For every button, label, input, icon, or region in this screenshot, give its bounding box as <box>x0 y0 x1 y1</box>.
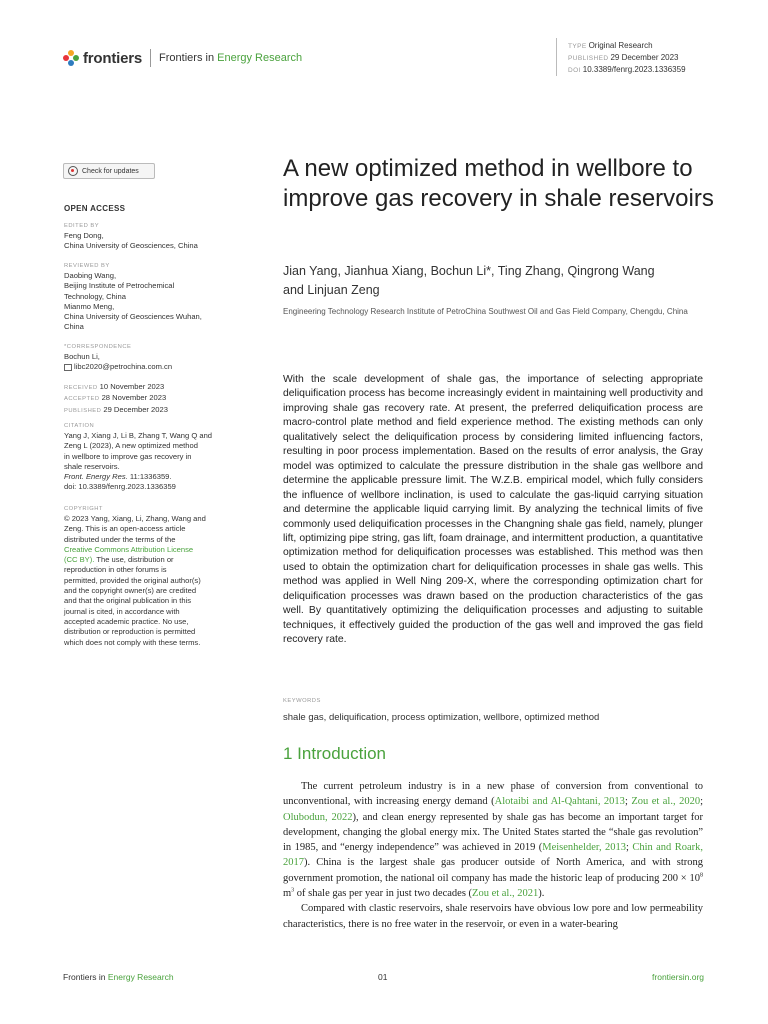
frontiers-logo[interactable] <box>63 49 302 67</box>
license-link[interactable]: Creative Commons Attribution License <box>64 544 194 554</box>
keywords: shale gas, deliquification, process optimization, wellbore, optimized method <box>283 712 600 723</box>
citation-link[interactable]: Meisenhelder, 2013 <box>542 842 626 854</box>
footer-site-link[interactable]: frontiersin.org <box>652 972 704 982</box>
edited-by: EDITED BY Feng Dong, China University of Geosciences, China <box>64 223 198 251</box>
article-meta: TYPE Original Research PUBLISHED 29 December 2023 DOI 10.3389/fenrg.2023.1336359 <box>568 41 686 74</box>
keywords-label: KEYWORDS <box>283 698 321 704</box>
meta-divider <box>556 38 557 76</box>
paragraph-2: Compared with clastic reservoirs, shale reservoirs have obvious low pore and low permeability characteristics, there is no free water in the reservoir, or even in a water-bearing <box>283 903 703 930</box>
citation: CITATION Yang J, Xiang J, Li B, Zhang T, Wang Q and Zeng L (2023), A new optimized method in wellbore to improve gas recovery in shale reservoirs. Front. Energy Res. 11:1336359. doi: 10.3389/fenrg.2023.1336359 <box>64 423 213 492</box>
brand-name: frontiers <box>83 49 143 67</box>
abstract: With the scale development of shale gas, the importance of selecting appropriate deliquification process has become increasingly evident in maintaining well productivity and improving shale gas recovery rate. At present, the preferred deliquification process are macro-control plate method and field experience method. The existing methods can only qualitatively select the deliquification process by considering limited influencing factors, resulting in poor process implementation. Based on the results of error analysis, the Gray model was optimized to calculate the pressure distribution in the shale gas wellbore and determine the applicable pressure limit. The W.Z.B. empirical model, which fully considers the influence of wellbore inclination, is used to calculate the gas-liquid carrying situation and determine the applicable liquid carrying limit. By analyzing the technical limits of five commonly used deliquification processes in the Changning shale gas field, namely, plunger lift, optimizing pipe string, gas lift, foam drainage, and intermittent production, a quantitative optimization method for deliquification processes was established. This method was then used to obtain the optimization chart for deliquification processes in shale gas wells. This method was applied in Well Ning 209-X, where the corresponding optimization chart for deliquification processes was drawn based on the production characteristics of the gas well. By quantitatively optimizing the deliquification processes and adjusting to suitable techniques, it effectively guided the production of the gas well and improved the gas field recovery rate. <box>283 374 703 646</box>
frontiers-logo-icon <box>63 50 79 66</box>
crossmark-icon <box>68 166 78 176</box>
journal-name[interactable]: Frontiers in Energy Research <box>159 52 303 64</box>
footer-journal[interactable]: Frontiers in Energy Research <box>63 972 174 982</box>
page-number: 01 <box>378 972 388 982</box>
section-heading: 1 Introduction <box>283 744 387 763</box>
paragraph-1: The current petroleum industry is in a new phase of conversion from conventional to unconventional, with increasing energy demand (Alotaibi and Al-Qahtani, 2013; Zou et al., 2020; Olubodun, 2022), and clean energy represented by shale gas has become an important target for development, changing the global energy mix. The United States started the “shale gas revolution” in 1985, and “energy independence” was achieved in 2019 (Meisenhelder, 2013; Chin and Roark, 2017). China is the largest shale gas producer outside of North America, and with strong government promotion, the national oil company has made the historic leap of producing $200 \times 10^8$ $m^3$ of shale gas per year in just two decades (Zou et al., 2021). <box>283 781 704 900</box>
citation-link[interactable]: Alotaibi and Al-Qahtani, 2013 <box>494 796 625 808</box>
citation-link[interactable]: Chin and Roark, 2017 <box>283 842 703 869</box>
open-access-label: OPEN ACCESS <box>64 204 126 213</box>
email-link[interactable]: libc2020@petrochina.com.cn <box>74 362 173 372</box>
check-updates-button[interactable]: Check for updates <box>63 163 155 179</box>
doi-link[interactable]: 10.3389/fenrg.2023.1336359 <box>582 65 686 74</box>
citation-link[interactable]: Zou et al., 2020 <box>631 796 701 808</box>
copyright: COPYRIGHT © 2023 Yang, Xiang, Li, Zhang, Wang and Zeng. This is an open-access article distributed under the terms of the Creative Commons Attribution License (CC BY). The use, distribution or reproduction in other forums is permitted, provided the original author(s) and the copyright owner(s) are credited and that the original publication in this journal is cited, in accordance with accepted academic practice. No use, distribution or reproduction is permitted which does not comply with these terms. <box>64 505 234 648</box>
author-list: Jian Yang, Jianhua Xiang, Bochun Li*, Ting Zhang, Qingrong Wang and Linjuan Zeng <box>283 264 655 297</box>
citation-link[interactable]: Zou et al., 2021 <box>472 888 539 900</box>
reviewed-by: REVIEWED BY Daobing Wang, Beijing Institute of Petrochemical Technology, China Mianmo Meng, China University of Geosciences Wuhan, China <box>64 263 202 332</box>
mail-icon <box>64 364 72 371</box>
cc-by-link[interactable]: (CC BY). <box>64 555 95 565</box>
introduction-text <box>283 779 703 932</box>
article-title: A new optimized method in wellbore to improve gas recovery in shale reservoirs <box>283 155 714 212</box>
affiliation: Engineering Technology Research Institute of PetroChina Southwest Oil and Gas Field Company, Chengdu, China <box>283 307 688 316</box>
header-divider <box>150 49 151 67</box>
correspondence: *CORRESPONDENCE Bochun Li, libc2020@petrochina.com.cn <box>64 344 173 372</box>
dates: RECEIVED 10 November 2023 ACCEPTED 28 November 2023 PUBLISHED 29 December 2023 <box>64 382 168 414</box>
citation-link[interactable]: Olubodun, 2022 <box>283 811 353 823</box>
